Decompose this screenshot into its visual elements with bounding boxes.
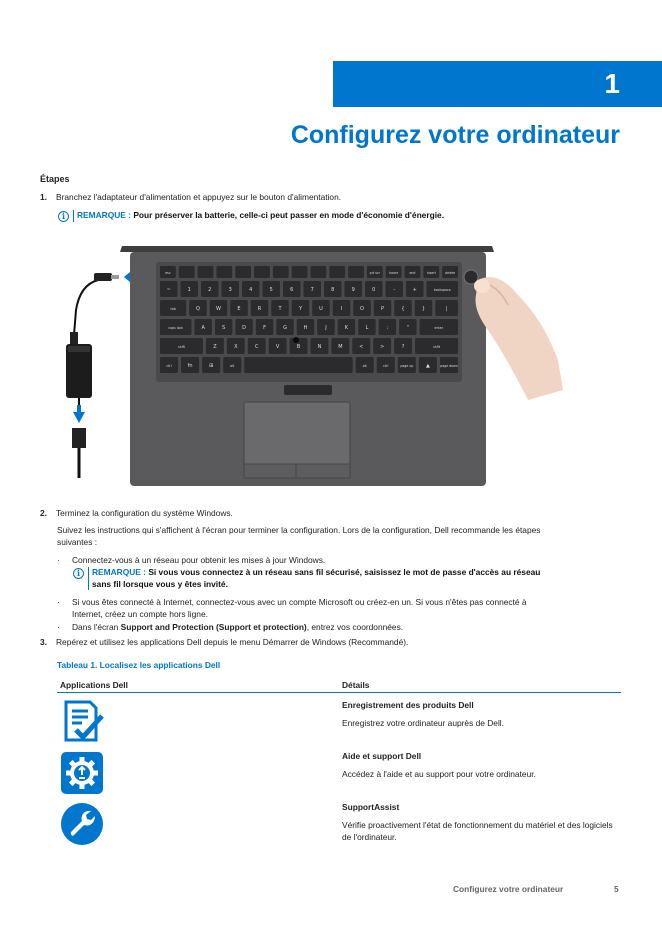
app-description: Accédez à l'aide et au support pour votre ordinateur. (342, 769, 536, 779)
keyboard-key (235, 266, 251, 278)
note-line-1: Si vous vous connectez à un réseau sans fil sécurisé, saisissez le mot de passe d'accès au réseau (148, 567, 541, 577)
bullet-2-line-1: Si vous êtes connecté à Internet, connectez-vous avec un compte Microsoft ou créez-en un. Si vous n'êtes pas connecté à (72, 597, 527, 607)
keyboard-key-label: U (319, 306, 323, 312)
keyboard-key-label: C (254, 344, 259, 350)
keyboard-key-label: P (380, 306, 385, 312)
keyboard-key-label: 6 (290, 287, 294, 293)
keyboard-key-label: Z (213, 344, 217, 350)
keyboard-key (198, 266, 214, 278)
bullet-1-text: Connectez-vous à un réseau pour obtenir les mises à jour Windows. (72, 555, 326, 565)
keyboard-key-label: enter (434, 326, 444, 330)
keyboard-key-label: > (380, 344, 385, 350)
keyboard-key-label: page up (400, 364, 414, 368)
step-2-text: Terminez la configuration du système Windows. (56, 508, 233, 518)
chapter-number: 1 (604, 68, 620, 99)
keyboard-key (329, 266, 345, 278)
page-number: 5 (614, 884, 619, 894)
keyboard-key (273, 266, 289, 278)
keyboard-key-label: 5 (269, 287, 273, 293)
note-divider (73, 210, 74, 222)
bullet-2-line-2: Internet, créez un compte hors ligne. (72, 608, 208, 619)
keyboard-key-label: | (445, 306, 448, 312)
keyboard-key (292, 266, 308, 278)
keyboard-key-label: end (409, 271, 416, 275)
keyboard-key-label: W (216, 306, 221, 312)
note-line-2: sans fil lorsque vous y êtes invité. (92, 578, 228, 589)
keyboard-key-label: caps lock (168, 326, 184, 330)
app-description: Enregistrez votre ordinateur auprès de Dell. (342, 718, 504, 728)
keyboard-key-label: 4 (249, 287, 253, 293)
footer-title: Configurez votre ordinateur (453, 884, 564, 894)
keyboard-key-label: E (237, 306, 241, 312)
app-name: Aide et support Dell (342, 751, 422, 761)
keyboard-key-label: delete (445, 271, 456, 275)
keyboard-key-label: prt scr (369, 271, 381, 275)
keyboard-key (216, 266, 232, 278)
keyboard-key-label: I (340, 306, 343, 312)
keyboard-key-label: esc (165, 271, 171, 275)
note-label: REMARQUE : (77, 210, 131, 220)
wrench-icon (60, 802, 104, 846)
keyboard-key-label: Q (196, 306, 200, 312)
step-1-text: Branchez l'adaptateur d'alimentation et appuyez sur le bouton d'alimentation. (56, 192, 342, 202)
keyboard-key-label: shift (178, 345, 185, 349)
keyboard-key-label: T (278, 306, 282, 312)
keyboard-key-label: ⊞ (209, 363, 214, 369)
keyboard-key-label: ▲ (425, 363, 430, 369)
app-name: Enregistrement des produits Dell (342, 700, 474, 710)
keyboard-key-label: tab (170, 307, 176, 311)
keyboard-key-label: L (365, 325, 369, 331)
laptop-setup-illustration (58, 240, 563, 488)
step-1-note (58, 210, 444, 222)
keyboard-key-label: R (257, 306, 262, 312)
keyboard-key-label: backspace (433, 288, 451, 292)
keyboard-key-label: O (360, 306, 364, 312)
bullet-3-bold: Support and Protection (Support et protection) (120, 622, 307, 632)
keyboard-key-label: alt (230, 364, 235, 368)
keyboard-key-label: J (325, 325, 327, 331)
step-2-intro-line-1: Suivez les instructions qui s'affichent à l'écran pour terminer la configuration. Lors de la configuration, Dell recommande les étapes (57, 525, 541, 535)
keyboard-key-label: V (275, 344, 280, 350)
keyboard-key (179, 266, 195, 278)
keyboard-key-label: < (359, 344, 364, 350)
keyboard-key-label: H (303, 325, 308, 331)
keyboard-key-label: } (421, 306, 426, 312)
keyboard-key-label: : (386, 325, 389, 331)
bullet-3-pre: Dans l'écran (72, 622, 121, 632)
keyboard-key-label: 7 (310, 287, 314, 293)
keyboard-key-label: - (393, 287, 396, 293)
keyboard-key-label: K (344, 325, 349, 331)
column-header-apps: Applications Dell (60, 680, 128, 690)
step-3-text: Repérez et utilisez les applications Dell depuis le menu Démarrer de Windows (Recommandé). (56, 637, 409, 647)
keyboard-key-label: ctrl (166, 364, 172, 368)
note-label: REMARQUE : (92, 567, 146, 577)
keyboard-key (311, 266, 327, 278)
step-2-number: 2. (40, 508, 47, 518)
keyboard-key-label: 0 (372, 287, 376, 293)
keyboard-key (254, 266, 270, 278)
page-title: Configurez votre ordinateur (290, 121, 620, 149)
keyboard-key-label: 3 (228, 287, 232, 293)
registration-icon (60, 700, 104, 744)
keyboard-key-label: " (406, 325, 409, 331)
keyboard-key-label: 1 (187, 287, 191, 293)
step-2-intro (57, 525, 540, 548)
keyboard-key-label: F (263, 325, 267, 331)
app-description: Vérifie proactivement l'état de fonctionnement du matériel et des logiciels de l'ordinateur. (342, 820, 613, 842)
trackpoint-icon (293, 337, 299, 343)
keyboard-key-label: ~ (166, 287, 171, 293)
keyboard-key-label: B (296, 344, 301, 350)
keyboard-key-label: G (283, 325, 287, 331)
info-icon: i (58, 211, 69, 222)
keyboard-key-label: + (412, 287, 417, 293)
keyboard-key-label: N (317, 344, 322, 350)
step-3-number: 3. (40, 637, 47, 647)
column-header-details: Détails (342, 680, 370, 690)
info-icon: i (73, 568, 84, 579)
keyboard-key-label: A (201, 325, 205, 331)
keyboard-key-label: S (222, 325, 226, 331)
keyboard-key (244, 357, 352, 373)
keyboard-key-label: X (234, 344, 238, 350)
keyboard-key (348, 266, 364, 278)
keyboard-key-label: page down (440, 364, 458, 368)
keyboard-key-label: ? (401, 344, 405, 350)
keyboard-key-label: 8 (331, 287, 335, 293)
keyboard-key-label: alt (362, 364, 367, 368)
bullet-3-post: , entrez vos coordonnées. (306, 622, 404, 632)
keyboard-key-label: ctrl (383, 364, 389, 368)
keyboard-key-label: Y (298, 306, 303, 312)
step-1-number: 1. (40, 192, 47, 202)
keyboard-key-label: D (242, 325, 247, 331)
keyboard-key-label: home (389, 271, 399, 275)
step-2-note (73, 567, 540, 590)
chapter-number-bar (333, 61, 662, 107)
keyboard-key-label: M (338, 344, 343, 350)
table-caption: Tableau 1. Localisez les applications Dell (57, 660, 221, 670)
hand-icon (474, 277, 563, 400)
keyboard-key-label: insert (426, 271, 436, 275)
gear-icon (60, 751, 104, 795)
keyboard-key-label: shift (433, 345, 440, 349)
keyboard-key-label: 9 (351, 287, 355, 293)
power-adapter-icon (66, 273, 119, 478)
steps-heading: Étapes (40, 174, 70, 184)
table-header (57, 676, 621, 693)
app-name: SupportAssist (342, 802, 400, 812)
note-divider (88, 567, 89, 590)
step-2-intro-line-2: suivantes : (57, 536, 98, 547)
keyboard-key-label: fn (187, 363, 193, 369)
keyboard-key-label: 2 (208, 287, 212, 293)
keyboard-key-label: { (401, 306, 405, 312)
note-text: Pour préserver la batterie, celle-ci peut passer en mode d'économie d'énergie. (133, 210, 445, 220)
